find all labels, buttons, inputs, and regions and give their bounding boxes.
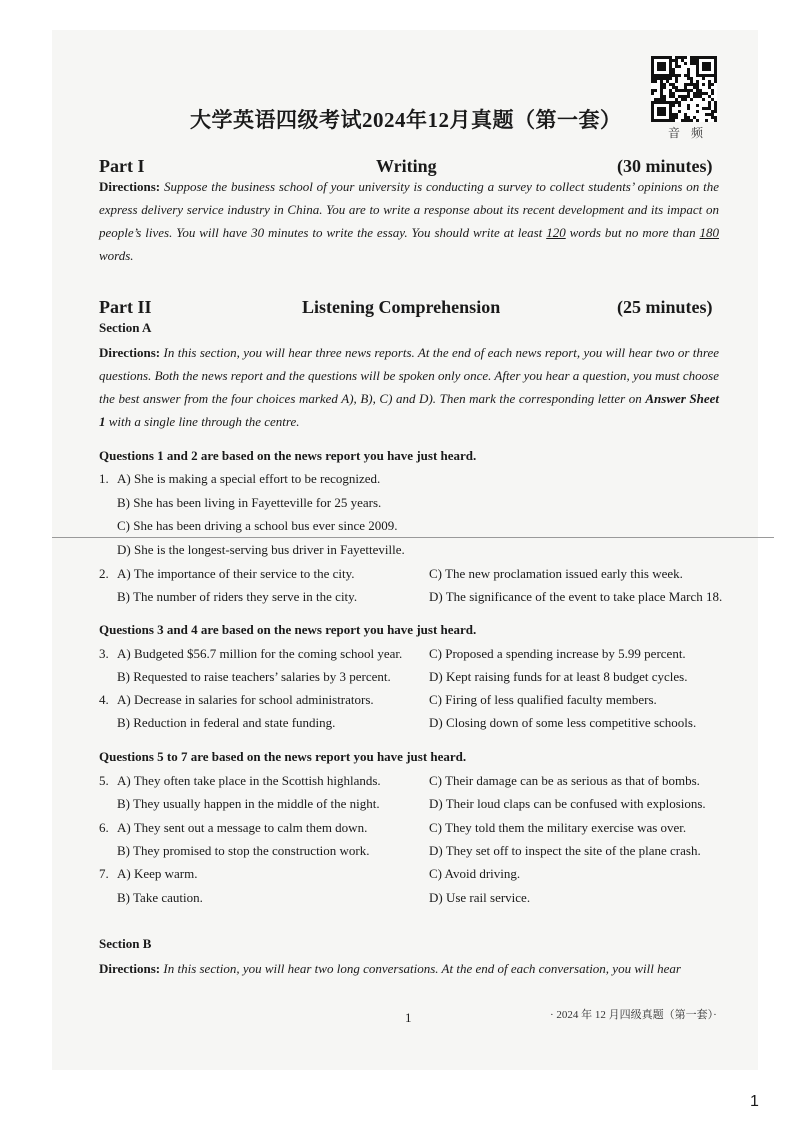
question-group-heading: Questions 5 to 7 are based on the news report you have just heard. bbox=[99, 749, 467, 764]
option-a: A) They often take place in the Scottish highlands. bbox=[117, 773, 381, 788]
option-c: C) Firing of less qualified faculty members. bbox=[429, 692, 657, 707]
option-c: C) She has been driving a school bus ever since 2009. bbox=[117, 518, 398, 533]
option-b: B) She has been living in Fayetteville for 25 years. bbox=[117, 495, 382, 510]
section-a-heading: Section A bbox=[99, 320, 152, 335]
section-b-heading: Section B bbox=[99, 936, 152, 951]
directions-label: Directions: bbox=[99, 179, 161, 194]
option-b: B) Requested to raise teachers’ salaries by 3 percent. bbox=[117, 669, 391, 684]
option-c: C) Avoid driving. bbox=[429, 866, 521, 881]
section-b-directions: Directions: In this section, you will hear two long conversations. At the end of each conversation, you will hear bbox=[99, 961, 681, 976]
directions-label: Directions: bbox=[99, 345, 161, 360]
option-b: B) They usually happen in the middle of the night. bbox=[117, 796, 380, 811]
option-a: A) The importance of their service to the city. bbox=[117, 566, 355, 581]
option-b: B) Reduction in federal and state funding. bbox=[117, 715, 336, 730]
answer-sheet-ref: Answer Sheet 1 bbox=[99, 391, 719, 429]
option-b: B) The number of riders they serve in the city. bbox=[117, 589, 358, 604]
part1-directions: Directions: Suppose the business school of your university is conducting a survey to collect students’ opinions on the express delivery service industry in China. You are to write a response about its recent development and its impact on people’s lives. You will have 30 minutes to write the essay. You should write at least 120 words but no more than 180 words. bbox=[99, 179, 720, 263]
option-c: C) Their damage can be as serious as that of bombs. bbox=[429, 773, 700, 788]
page-title: 大学英语四级考试2024年12月真题（第一套） bbox=[190, 108, 622, 132]
option-b: B) They promised to stop the construction work. bbox=[117, 843, 370, 858]
option-d: D) Closing down of some less competitive schools. bbox=[429, 715, 697, 730]
part1-name: Writing bbox=[376, 156, 437, 176]
option-d: D) The significance of the event to take place March 18. bbox=[429, 589, 723, 604]
option-a: A) They sent out a message to calm them down. bbox=[117, 820, 368, 835]
question-number: 6. bbox=[99, 820, 109, 835]
part2-name: Listening Comprehension bbox=[302, 297, 501, 317]
qr-code-icon bbox=[651, 56, 717, 122]
question-group-heading: Questions 1 and 2 are based on the news report you have just heard. bbox=[99, 448, 477, 463]
option-d: D) Kept raising funds for at least 8 budget cycles. bbox=[429, 669, 688, 684]
question-number: 3. bbox=[99, 646, 109, 661]
part1-label: Part I bbox=[99, 156, 145, 176]
option-a: A) She is making a special effort to be recognized. bbox=[117, 471, 381, 486]
option-c: C) The new proclamation issued early this week. bbox=[429, 566, 683, 581]
question-number: 4. bbox=[99, 692, 109, 707]
question-number: 2. bbox=[99, 566, 109, 581]
option-d: D) They set off to inspect the site of the plane crash. bbox=[429, 843, 701, 858]
divider bbox=[52, 537, 774, 538]
question-number: 7. bbox=[99, 866, 109, 881]
option-a: A) Budgeted $56.7 million for the coming school year. bbox=[117, 646, 403, 661]
option-d: D) Their loud claps can be confused with explosions. bbox=[429, 796, 706, 811]
page-number: 1 bbox=[750, 1093, 759, 1110]
option-d: D) She is the longest-serving bus driver in Fayetteville. bbox=[117, 542, 405, 557]
part2-time: (25 minutes) bbox=[617, 297, 713, 317]
max-words: 180 bbox=[699, 225, 720, 240]
option-c: C) Proposed a spending increase by 5.99 percent. bbox=[429, 646, 686, 661]
min-words: 120 bbox=[546, 225, 566, 240]
footer-caption: · 2024 年 12 月四级真题（第一套）· bbox=[550, 1009, 717, 1021]
footer-page-number: 1 bbox=[405, 1010, 412, 1025]
part2-directions: Directions: In this section, you will hear three news reports. At the end of each news report, you will hear two or three questions. Both the news report and the questions will be spoken only once. After you hear a question, you must choose the best answer from the four choices marked A), B), C) and D). Then mark the corresponding letter on Answer Sheet 1 with a single line through the centre. bbox=[99, 345, 720, 429]
part1-time: (30 minutes) bbox=[617, 156, 713, 176]
part2-label: Part II bbox=[99, 297, 152, 317]
option-a: A) Keep warm. bbox=[117, 866, 198, 881]
question-number: 1. bbox=[99, 471, 109, 486]
question-number: 5. bbox=[99, 773, 109, 788]
option-c: C) They told them the military exercise was over. bbox=[429, 820, 687, 835]
option-b: B) Take caution. bbox=[117, 890, 203, 905]
qr-label: 音 频 bbox=[668, 126, 708, 140]
question-group-heading: Questions 3 and 4 are based on the news report you have just heard. bbox=[99, 622, 477, 637]
directions-label: Directions: bbox=[99, 961, 161, 976]
option-a: A) Decrease in salaries for school administrators. bbox=[117, 692, 374, 707]
option-d: D) Use rail service. bbox=[429, 890, 531, 905]
